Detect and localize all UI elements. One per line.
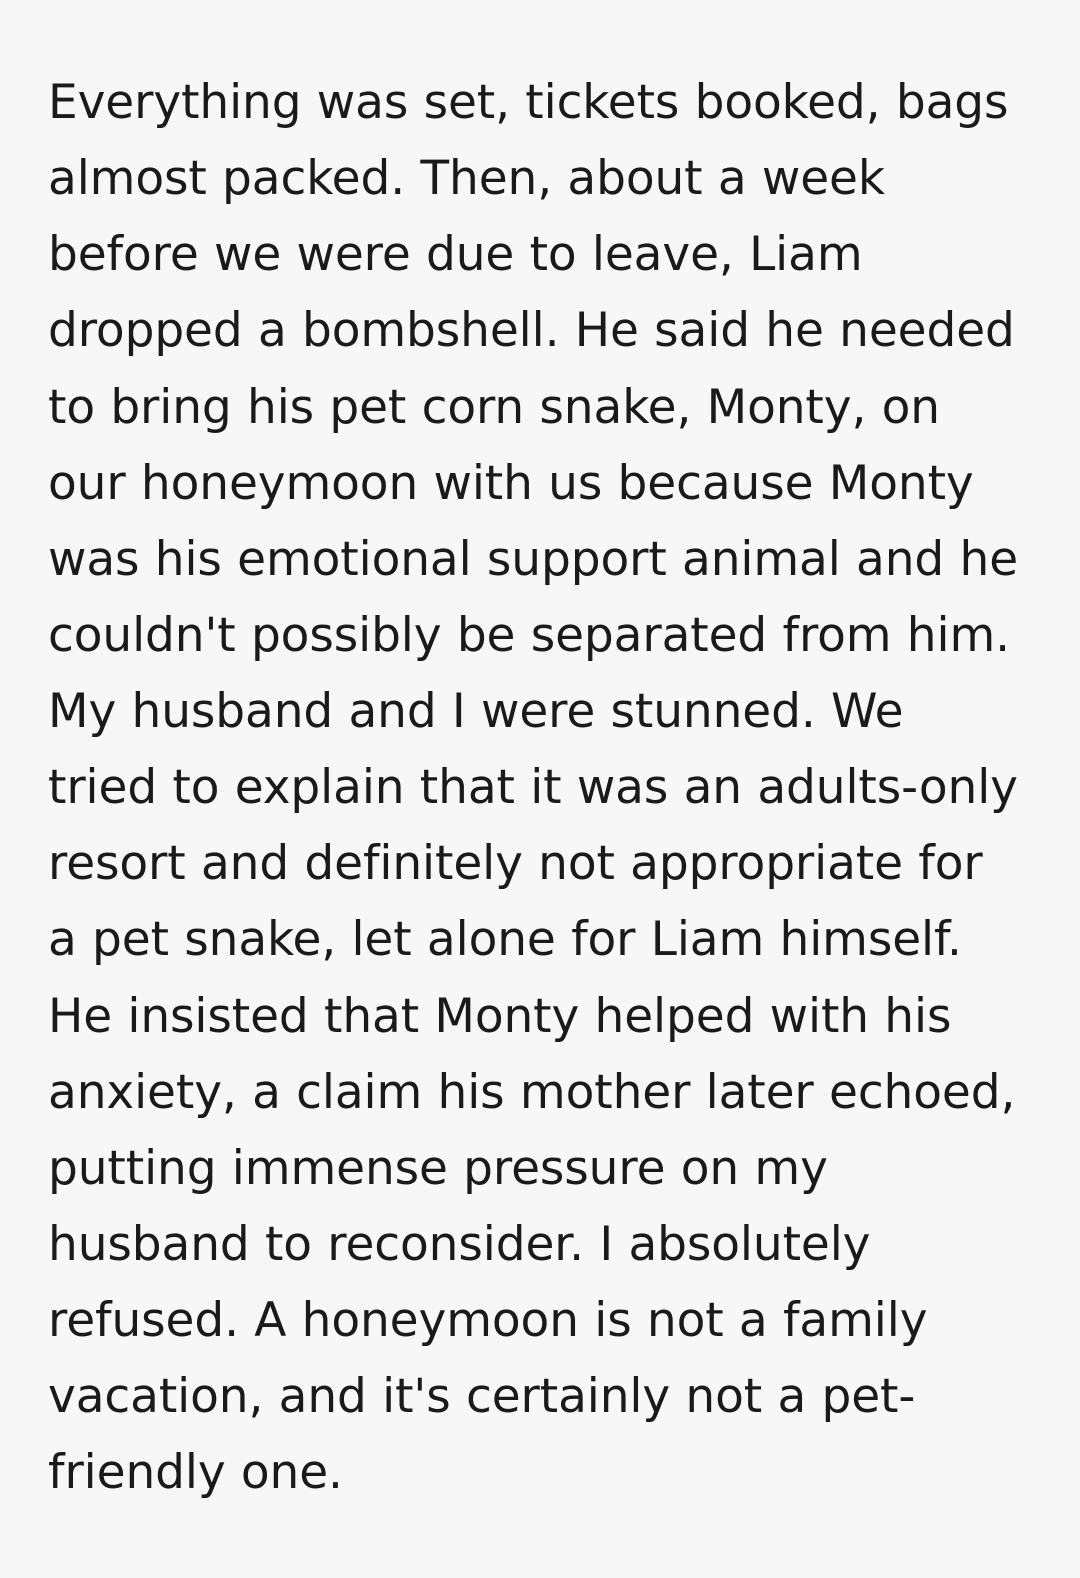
story-paragraph: Everything was set, tickets booked, bags almost packed. Then, about a week before we were due to leave, Liam dropped a bombshell. He said he needed to bring his pet corn snake, Monty, on our honeymoon with us because Monty was his emotional support animal and he couldn't possibly be separated from him. My husband and I were stunned. We tried to explain that it was an adults-only resort and definitely not appropriate for a pet snake, let alone for Liam himself. He insisted that Monty helped with his anxiety, a claim his mother later echoed, putting immense pressure on my husband to reconsider. I absolutely refused. A honeymoon is not a family vacation, and it's certainly not a pet-friendly one. (48, 75, 1034, 1501)
